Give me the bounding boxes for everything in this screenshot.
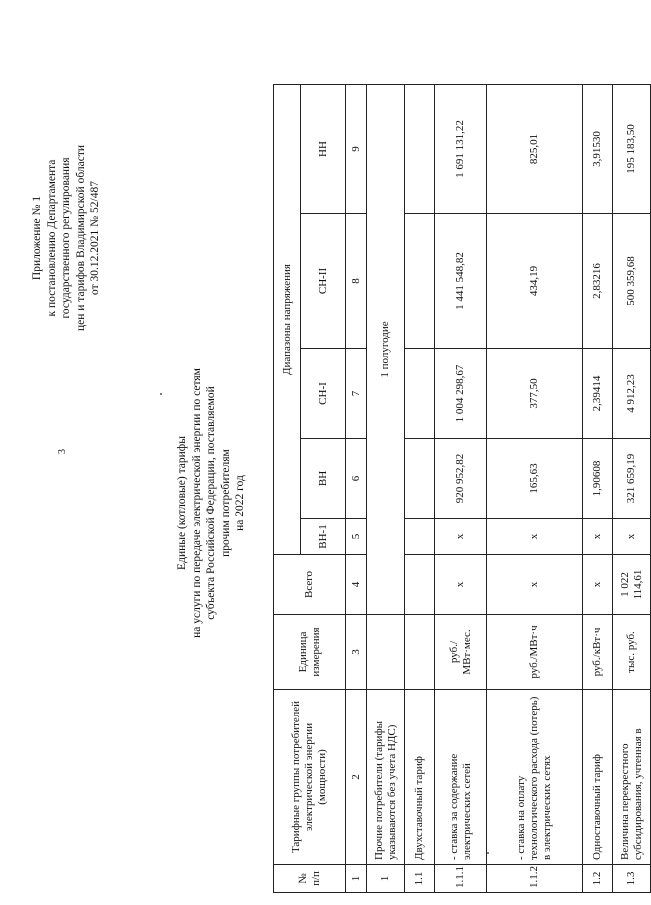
title-line: субъекта Российской Федерации, поставляемой (205, 386, 217, 620)
section-unit-empty (367, 615, 405, 690)
row-name: - ставка на оплату технологического расхода (потерь) в электрических сетях (487, 690, 583, 865)
header-nn: НН (301, 84, 346, 213)
row-name: Двухставочный тариф (405, 690, 435, 865)
title-line: прочим потребителям (219, 449, 232, 557)
value-nn: 3,91530 (583, 84, 613, 213)
col-number: 2 (346, 690, 367, 865)
table-row (613, 84, 651, 892)
header-total: Всего (274, 555, 346, 615)
row-cell (405, 615, 435, 690)
row-cell (405, 214, 435, 349)
appendix-line: Приложение № 1 (31, 195, 43, 281)
value-nn: 1 691 131,22 (435, 84, 487, 213)
header-group: Тарифные группы потребителей электрической энергии (мощности) (274, 690, 346, 865)
header-unit: Единица измерения (274, 615, 346, 690)
value-vn: 1,90608 (583, 439, 613, 519)
col-number: 8 (346, 214, 367, 349)
document-sheet (15, 83, 644, 893)
section-num: 1 (367, 865, 405, 893)
page-number: 3 (57, 449, 68, 454)
value-sn2: 1 441 548,82 (435, 214, 487, 349)
row-cell (405, 439, 435, 519)
appendix-line: государственного регулирования (60, 157, 72, 319)
row-name: Величина перекрестного субсидирования, учтенная в (613, 690, 651, 865)
row-unit: тыс. руб. (613, 615, 651, 690)
value-total: х (583, 555, 613, 615)
value-sn1: 377,50 (487, 349, 583, 439)
col-number: 4 (346, 555, 367, 615)
section-row (367, 84, 405, 892)
appendix-block (30, 88, 103, 388)
col-number: 9 (346, 84, 367, 213)
value-sn1: 2,39414 (583, 349, 613, 439)
title-line: на 2022 год (234, 475, 246, 531)
row-num: 1.3 (613, 865, 651, 893)
header-vn: ВН (301, 439, 346, 519)
document-title (175, 323, 248, 683)
value-total: х (435, 555, 487, 615)
header-voltage-ranges: Диапазоны напряжения (274, 84, 301, 554)
appendix-line: от 30.12.2021 № 52/487 (89, 181, 101, 295)
row-num: 1.1.2 (487, 865, 583, 893)
col-number: 7 (346, 349, 367, 439)
row-unit: руб./МВт·ч (487, 615, 583, 690)
row-unit: руб./ МВт·мес. (435, 615, 487, 690)
value-sn1: 1 004 298,67 (435, 349, 487, 439)
value-vn: 321 659,19 (613, 439, 651, 519)
scan-speck (160, 393, 162, 395)
value-vn: 165,63 (487, 439, 583, 519)
value-vn: 920 952,82 (435, 439, 487, 519)
value-total: х (487, 555, 583, 615)
value-sn2: 2,83216 (583, 214, 613, 349)
row-cell (405, 84, 435, 213)
value-vn1: х (487, 519, 583, 555)
table-row (487, 84, 583, 892)
value-nn: 195 183,50 (613, 84, 651, 213)
appendix-line: цен и тарифов Владимирской области (74, 144, 87, 332)
appendix-line: к постановлению Департамента (45, 159, 58, 317)
col-number: 1 (346, 865, 367, 893)
row-num: 1.2 (583, 865, 613, 893)
row-name: Одноставочный тариф (583, 690, 613, 865)
header-row (274, 84, 301, 892)
value-sn1: 4 912,23 (613, 349, 651, 439)
header-sn1: СН-I (301, 349, 346, 439)
scan-speck (487, 852, 489, 854)
table-row (405, 84, 435, 892)
col-number: 5 (346, 519, 367, 555)
value-sn2: 500 359,68 (613, 214, 651, 349)
tariff-table (273, 84, 651, 893)
row-cell (405, 519, 435, 555)
row-unit: руб./кВт·ч (583, 615, 613, 690)
table-row (583, 84, 613, 892)
section-name: Прочие потребители (тарифы указываются без учета НДС) (367, 690, 405, 865)
row-cell (405, 555, 435, 615)
value-nn: 825,01 (487, 84, 583, 213)
section-period: 1 полугодие (367, 84, 405, 614)
title-line: Единые (котловые) тарифы (176, 436, 188, 570)
row-cell (405, 349, 435, 439)
col-number: 6 (346, 439, 367, 519)
header-vn1: ВН-1 (301, 519, 346, 555)
value-sn2: 434,19 (487, 214, 583, 349)
row-num: 1.1.1 (435, 865, 487, 893)
column-number-row (346, 84, 367, 892)
row-num: 1.1 (405, 865, 435, 893)
value-vn1: х (583, 519, 613, 555)
value-vn1: х (435, 519, 487, 555)
value-vn1: х (613, 519, 651, 555)
row-name: - ставка за содержание электрических сетей (435, 690, 487, 865)
table-row (435, 84, 487, 892)
title-line: на услуги по передаче электрической энергии по сетям (190, 368, 203, 638)
header-num: № п/п (274, 865, 346, 893)
value-total: 1 022 114,61 (613, 555, 651, 615)
col-number: 3 (346, 615, 367, 690)
header-sn2: СН-II (301, 214, 346, 349)
